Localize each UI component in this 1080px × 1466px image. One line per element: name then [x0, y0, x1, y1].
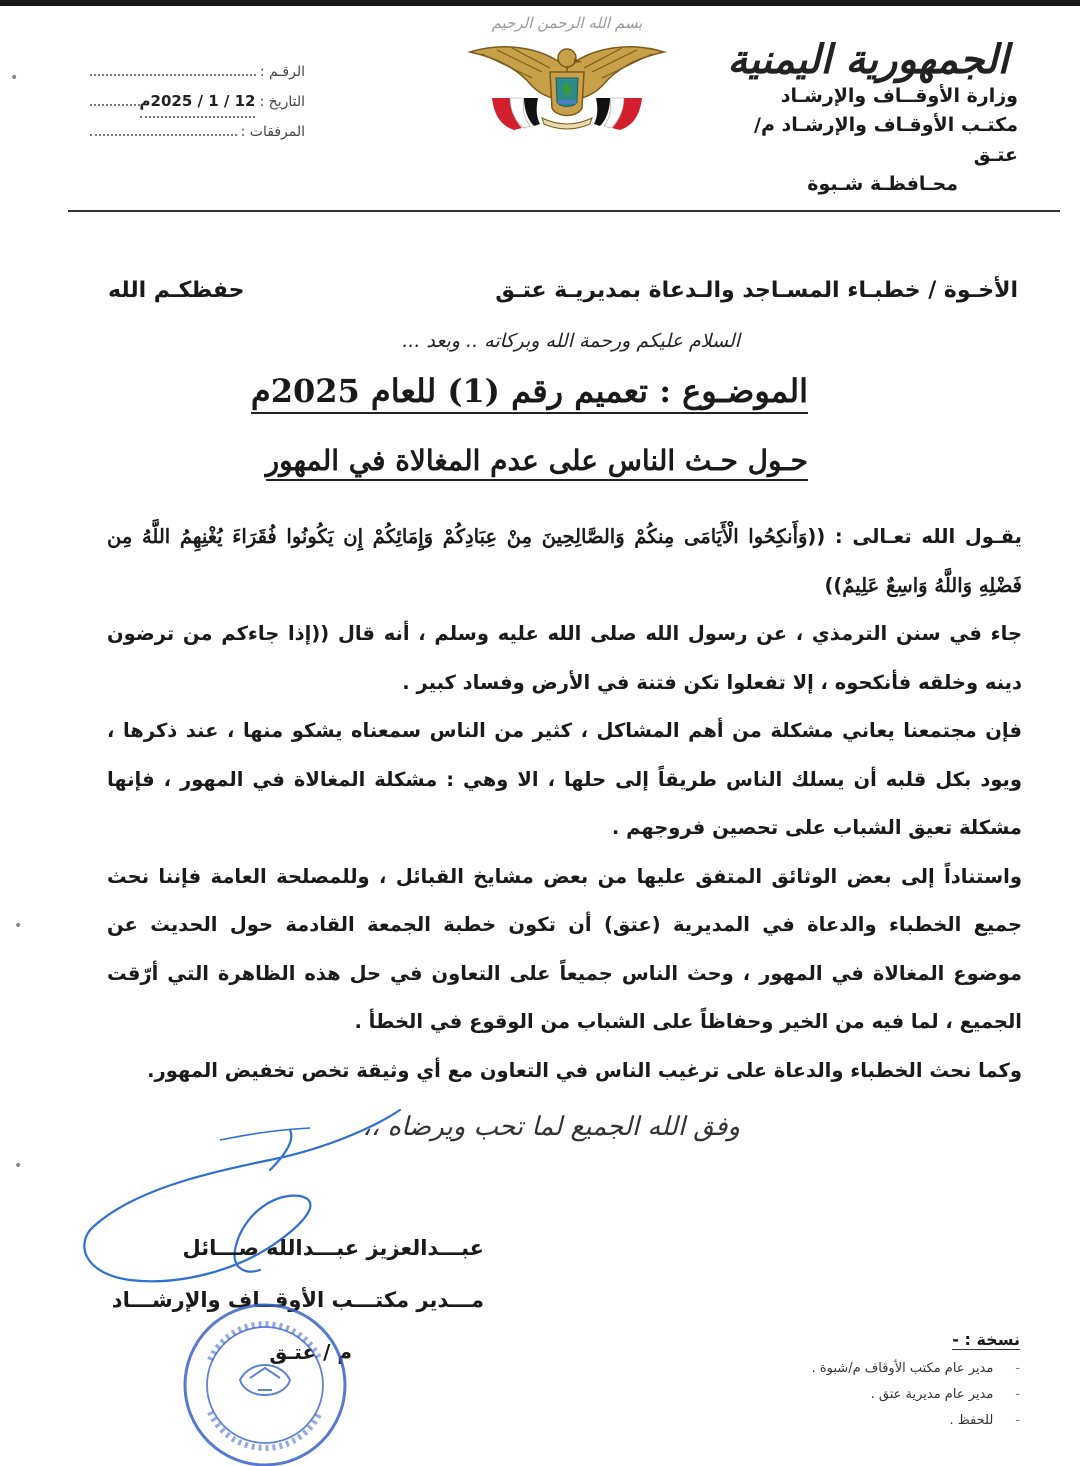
- signatory-name: عبـــدالعزيز عبـــدالله صـــائل: [182, 1236, 484, 1260]
- letterhead-center: [462, 14, 672, 137]
- copies-title: نسخة : -: [952, 1330, 1020, 1349]
- attachments-label: المرفقات :: [240, 124, 305, 140]
- date-label: التاريخ :: [259, 94, 305, 110]
- blessing-text: حفظكـم الله: [108, 278, 245, 303]
- date-dots: [90, 104, 140, 106]
- official-stamp-icon: [180, 1300, 350, 1466]
- letterhead-left: [90, 58, 305, 146]
- date-value: 12 / 1 / 2025م: [140, 86, 256, 118]
- governorate-name: محـافظـة شـبوة: [807, 173, 958, 196]
- verse-close: )): [824, 573, 843, 597]
- letter-body: [107, 513, 1022, 1095]
- number-label: الرقـم :: [259, 64, 305, 80]
- ministry-name: وزارة الأوقــاف والإرشـاد: [780, 85, 1018, 107]
- copies-list: [700, 1356, 1020, 1434]
- signatory-title: مـــدير مكتـــب الأوقــاف والإرشـــاد: [111, 1288, 484, 1312]
- copy-item: - مدير عام مديرية عتق .: [870, 1387, 1020, 1402]
- subject-topic: حـول حـث الناس على عدم المغالاة في المهور: [266, 444, 808, 481]
- scan-mark: •: [14, 918, 23, 934]
- quran-verse: وَأَنكِحُوا الْأَيَامَى مِنكُمْ وَالصَّالِحِينَ مِنْ عِبَادِكُمْ وَإِمَائِكُمْ إِن يَكُونُوا فُقَرَاءَ يُغْنِهِمُ اللَّهُ مِن فَضْلِهِ وَاللَّهُ وَاسِعٌ عَلِيمٌ: [107, 525, 1022, 597]
- scan-mark: •: [14, 1158, 23, 1174]
- paragraph-verse: [107, 513, 1022, 610]
- office-name: مكتـب الأوقـاف والإرشـاد م/عتـق: [754, 114, 1018, 166]
- letterhead-right: [718, 38, 1018, 200]
- verse-intro: يقـول الله تعـالى : ((: [807, 525, 1022, 548]
- addressee-line: الأخـوة / خطبـاء المسـاجد والـدعاة بمديريـة عتـق: [495, 278, 1018, 303]
- signatory-location: م / عتـق: [269, 1340, 352, 1364]
- closing-prayer: وفق الله الجميع لما تحب ويرضاه ،،: [362, 1112, 740, 1142]
- copy-item: - مدير عام مكتب الأوقاف م/شبوة .: [811, 1361, 1020, 1376]
- paragraph-problem: فإن مجتمعنا يعاني مشكلة من أهم المشاكل ، كثير من الناس سمعناه يشكو منها ، عند ذكرها ، ويود بكل قلبه أن يسلك الناس طريقاً إلى حلها ، الا وهي : مشكلة المغالاة في المهور ، فإنها مشكلة تعيق الشباب على تحصين فروجهم .: [107, 719, 1022, 839]
- header-divider: [68, 210, 1060, 212]
- top-edge: [0, 0, 1080, 6]
- paragraph-hadith: جاء في سنن الترمذي ، عن رسول الله صلى الله عليه وسلم ، أنه قال ((إذا جاءكم من ترضون دينه وخلقه فأنكحوه ، إلا تفعلوا تكن فتنة في الأرض وفساد كبير .: [107, 622, 1022, 694]
- eagle-emblem-icon: [462, 38, 672, 133]
- republic-name: الجمهورية اليمنية: [727, 36, 1009, 83]
- attachments-row: [90, 118, 305, 146]
- paragraph-directive: واستناداً إلى بعض الوثائق المتفق عليها من بعض مشايخ القبائل ، وللمصلحة العامة فإننا نحث جميع الخطباء والدعاة في المديرية (عتق) أن تكون خطبة الجمعة القادمة حول الحديث عن موضوع المغالاة في المهور ، وحث الناس جميعاً على التعاون في حل هذه الظاهرة التي أرّقت الجميع ، لما فيه من الخير وحفاظاً على الشباب من الوقوع في الخطأ .: [107, 864, 1022, 1033]
- paragraph-encourage: وكما نحث الخطباء والدعاة على ترغيب الناس في التعاون مع أي وثيقة تخص تخفيض المهور.: [147, 1058, 1022, 1082]
- subject-title: الموضـوع : تعميم رقم (1) للعام 2025م: [251, 372, 808, 414]
- copy-item: - للحفظ .: [949, 1413, 1020, 1428]
- date-row: [90, 86, 305, 118]
- scan-mark: •: [10, 70, 19, 86]
- reference-number-row: [90, 58, 305, 86]
- basmala: بسم الله الرحمن الرحيم: [491, 14, 643, 32]
- number-dots: [90, 74, 256, 76]
- greeting-text: السلام عليكم ورحمة الله وبركاته .. وبعد ...: [402, 330, 740, 352]
- handwritten-signature: [70, 1100, 430, 1300]
- attachments-dots: [90, 134, 237, 136]
